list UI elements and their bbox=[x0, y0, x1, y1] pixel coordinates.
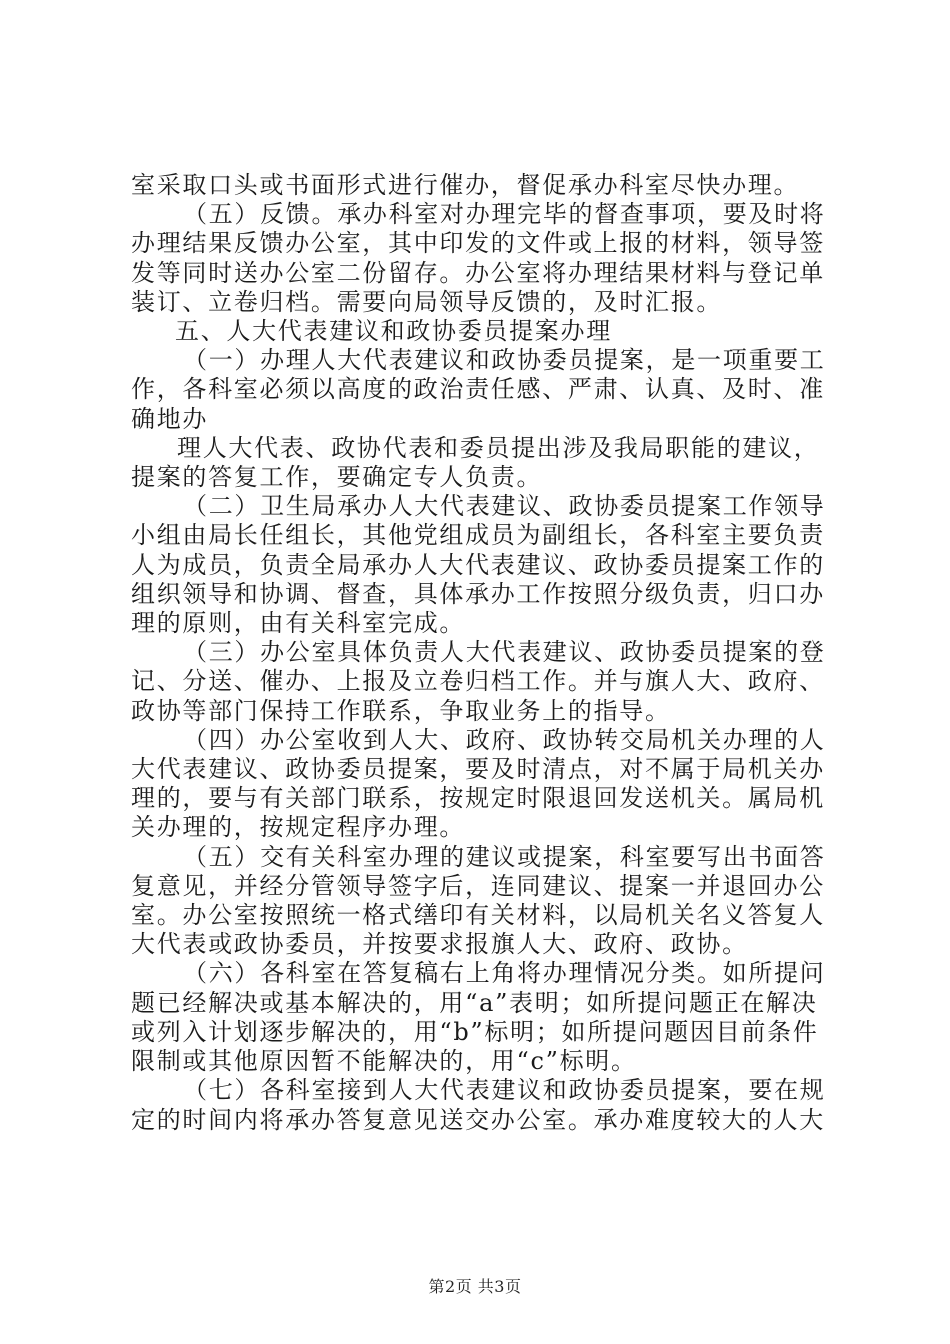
document-body bbox=[131, 171, 831, 1135]
paragraph: 理人大代表、政协代表和委员提出涉及我局职能的建议，提案的答复工作，要确定专人负责。 bbox=[131, 433, 820, 492]
paragraph: （六）各科室在答复稿右上角将办理情况分类。如所提问题已经解决或基本解决的，用“a”表明；如所提问题正在解决或列入计划逐步解决的，用“b”标明；如所提问题因目前条件限制或其他原因暂不能解决的，用“c”标明。 bbox=[131, 959, 826, 1076]
page-number: 第2页 共3页 bbox=[428, 1277, 522, 1296]
paragraph: （二）卫生局承办人大代表建议、政协委员提案工作领导小组由局长任组长，其他党组成员为副组长，各科室主要负责人为成员，负责全局承办人大代表建议、政协委员提案工作的组织领导和协调、督查，具体承办工作按照分级负责，归口办理的原则，由有关科室完成。 bbox=[131, 492, 826, 638]
section-heading: 五、人大代表建议和政协委员提案办理 bbox=[175, 317, 612, 346]
paragraph: 室采取口头或书面形式进行催办，督促承办科室尽快办理。 bbox=[131, 171, 800, 199]
paragraph: （一）办理人大代表建议和政协委员提案，是一项重要工作，各科室必须以高度的政治责任感、严肃、认真、及时、准确地办 bbox=[131, 346, 826, 433]
paragraph: （五）交有关科室办理的建议或提案，科室要写出书面答复意见，并经分管领导签字后，连同建议、提案一并退回办公室。办公室按照统一格式缮印有关材料，以局机关名义答复人大代表或政协委员，并按要求报旗人大、政府、政协。 bbox=[131, 842, 826, 959]
paragraph: （三）办公室具体负责人大代表建议、政协委员提案的登记、分送、催办、上报及立卷归档工作。并与旗人大、政府、政协等部门保持工作联系，争取业务上的指导。 bbox=[131, 638, 826, 725]
paragraph: （五）反馈。承办科室对办理完毕的督查事项，要及时将办理结果反馈办公室，其中印发的文件或上报的材料，领导签发等同时送办公室二份留存。办公室将办理结果材料与登记单装订、立卷归档。需要向局领导反馈的，及时汇报。 bbox=[131, 200, 826, 316]
paragraph: （七）各科室接到人大代表建议和政协委员提案，要在规定的时间内将承办答复意见送交办公室。承办难度较大的人大 bbox=[131, 1076, 826, 1134]
paragraph: （四）办公室收到人大、政府、政协转交局机关办理的人大代表建议、政协委员提案，要及时清点，对不属于局机关办理的，要与有关部门联系，按规定时限退回发送机关。属局机关办理的，按规定程序办理。 bbox=[131, 725, 826, 842]
